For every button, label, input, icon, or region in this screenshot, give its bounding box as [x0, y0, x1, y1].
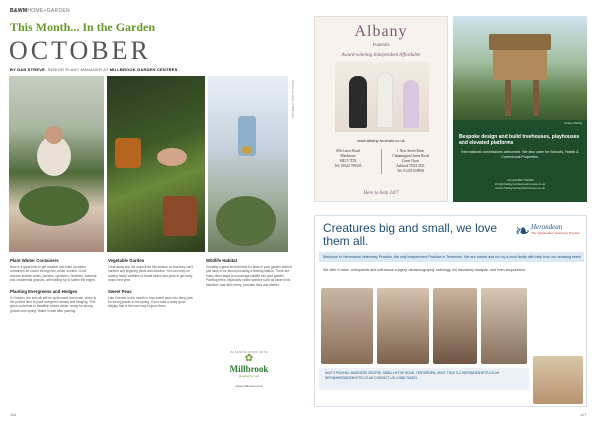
contact-email[interactable]: info@charleymortleytreehouses.co.uk [494, 182, 546, 186]
address-line: Ashford TN23 3DL [396, 164, 425, 168]
brand-header [10, 8, 70, 14]
photo-pots-cuttings [107, 76, 205, 252]
address-phone: Tel: 01233 659956 [396, 169, 425, 173]
sponsor-block [212, 350, 286, 398]
article-column-3 [206, 258, 292, 287]
treehouse-contact [459, 178, 581, 190]
albany-address-ashford [381, 149, 439, 174]
address-line: Chilmington Green Road [392, 154, 429, 158]
page-number-right: 117 [580, 412, 587, 417]
section-body: Late October is the month to sow sweet peas into deep pots for strong plants in the spring. If you want a really good display that is the best way to grow them. [108, 295, 193, 309]
leaf-icon: ✿ [244, 353, 254, 364]
article-kicker: This Month... In the Garden [10, 20, 156, 34]
vet-services: We offer K-laser, orthopaedic and soft-tissue surgery, ultrasonography, radiology, full laboratory analysis, and even acupuncture. [323, 268, 527, 272]
byline-author: BY DAN STREVE [10, 67, 45, 72]
team-photo [433, 288, 477, 364]
byline [10, 67, 177, 72]
team-photo [321, 288, 373, 364]
albany-address-maidstone [319, 149, 377, 169]
address-line: ME15 7DX [339, 159, 357, 163]
section-heading: Vegetable Garden [108, 258, 145, 263]
vet-welcome-band: Welcome to Herondean Veterinary Practice, the only Independent Practice in Tenterden. We are owned and run by a local family with help from our amazing team! [319, 252, 584, 262]
vet-team-photos [321, 288, 583, 364]
albany-url[interactable]: www.albany-funerals.co.uk [357, 138, 405, 143]
vet-logo [515, 220, 583, 246]
albany-tagline: Award-winning Independent Affordable [341, 53, 421, 58]
brand-section: HOME+GARDEN [27, 8, 70, 14]
vet-footer: UNIT 3 PICKHILL BUSINESS CENTRE, SMALLHYTHE ROAD, TENTERDEN, KENT, TN30 7LZ HERONDENVETS.CO.UK INFO@HERONDENVETS.CO.UK CONTACT US: 01580 762303 [319, 368, 529, 390]
section-body: Creating a great environment for birds in your garden doesn't just have to be about providing a feeding station. There are many other ways to encourage wildlife into your garden. Planting trees, especially native species such as silver birch, hawthorn and wild cherry, provides food and shelter. [206, 265, 293, 287]
article-column-2 [108, 258, 196, 309]
albany-help-line: Here to help 24/7 [363, 191, 399, 196]
article-column-1 [10, 258, 98, 313]
team-photo [377, 288, 429, 364]
section-heading: Sweet Peas [108, 288, 132, 294]
albany-logo: Albany [354, 23, 408, 40]
address-line: Maidstone [340, 154, 356, 158]
heron-icon: ❧ [515, 221, 531, 241]
herondean-vet-ad [314, 215, 587, 407]
section-body: Clear away any old crops from this season so that they can't harbour any lingering pests and disease. You can keep on sowing hardy varieties of broad beans and peas to get early crops next year. [108, 265, 193, 283]
albany-subtitle: Funerals [372, 43, 390, 48]
treehouse-ad [453, 16, 587, 202]
section-heading: Planting Evergreens and Hedges [10, 288, 78, 294]
section-heading: Wildlife Habitat [206, 258, 237, 263]
page-number-left: 116 [10, 412, 17, 417]
sponsor-label: IN ASSOCIATION WITH [229, 350, 269, 354]
vet-logo-sub: The Independent Veterinary Practice [531, 231, 580, 235]
albany-funerals-ad [314, 16, 448, 202]
treehouse-body: International commissions welcomed. We also cater for Schools, Hotels & Commercial Properties. [461, 150, 579, 159]
vet-heading: Creatures big and small, we love them all. [323, 221, 498, 248]
albany-staff-photo [335, 62, 429, 132]
address-line: Great Chart [402, 159, 419, 163]
dog-photo [533, 356, 583, 404]
photo-woman-planting [9, 76, 104, 252]
article-title: OCTOBER [9, 36, 151, 65]
address-line: 1 New Street Farm [396, 149, 425, 153]
contact-phone: +44 (0)1892 752482 [506, 178, 534, 182]
byline-org: MILLBROOK GARDEN CENTRES [109, 67, 178, 72]
contact-url[interactable]: www.charleymortleytreehouses.co.uk [495, 186, 545, 190]
address-line: 69b Loose Road [336, 149, 360, 153]
byline-role: , SENIOR PLANT MANAGER AT [44, 67, 110, 72]
address-phone: Tel: 01622 790505 [334, 164, 362, 168]
section-body: Now is a great time to get creative and plant up winter containers for colour through the colder months. Good choices include violas, pansies, cyclamen, heathers, skimmia and ornamental grasses, with trailing ivy to soften the edges. [10, 265, 97, 283]
section-body: In October, the soil will still be quite warm and moist, which is the perfect time to plant evergreen shrubs and hedging. This gives roots time to establish before winter, ready for strong growth next spring. Water in well after planting. [10, 295, 97, 313]
sponsor-name: Millbrook [229, 364, 269, 374]
photo-credit: Photos courtesy of Millbrook [291, 80, 295, 118]
treehouse-logo: Charley Mortley [563, 122, 583, 125]
sponsor-tagline: growing for you [238, 374, 260, 378]
team-photo [481, 288, 527, 364]
vet-logo-name: Herondean [531, 223, 563, 231]
brand-name: B&WM [10, 8, 28, 14]
treehouse-heading: Bespoke design and build treehouses, playhouses and elevated platforms [459, 134, 580, 147]
treehouse-photo [453, 16, 587, 120]
section-heading: Plant Winter Containers [10, 258, 59, 263]
sponsor-url[interactable]: www.millbrook.co.uk [235, 384, 263, 388]
photo-bird-feeder [208, 76, 288, 252]
